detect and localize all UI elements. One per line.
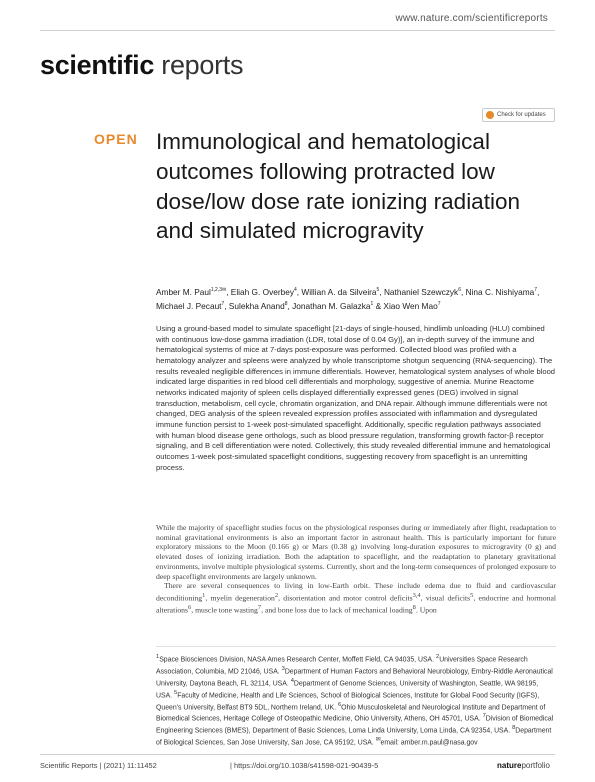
publisher-logo[interactable] — [497, 761, 550, 770]
check-updates-label: Check for updates — [497, 112, 546, 118]
site-url[interactable]: www.nature.com/scientificreports — [395, 13, 548, 24]
publisher-name-light: portfolio — [521, 761, 550, 770]
affiliations: $^1$Space Biosciences Division, NASA Ames Research Center, Moffett Field, CA 94035, USA. $^2$Universities Space Research Association, Columbia, MD 21046, USA. $^3$Department of Human Factors and Behavioral Neurobiology, Embry-Riddle Aeronautical University, Daytona Beach, FL 32114, USA. $^4$Department of Genome Sciences, University of Washington, Seattle, WA 98195, USA. $^5$Faculty of Medicine, Health and Life Sciences, School of Biological Sciences, Institute for Global Food Security (IGFS), Queen's University, Belfast BT9 5DL, Northern Ireland, UK. $^6$Ohio Musculoskeletal and Neurological Institute and Department of Biomedical Sciences, Heritage College of Osteopathic Medicine, Ohio University, Athens, OH 45701, USA. $^7$Division of Biomedical Engineering Sciences (BMES), Department of Basic Sciences, Loma Linda University, Loma Linda, CA 92354, USA. $^8$Department of Biological Sciences, San Jose University, San Jose, CA 95192, USA. ✉email: amber.m.paul@nasa.gov — [156, 654, 554, 747]
author-list[interactable]: Amber M. Paul$^{1,2,3✉}$, Eliah G. Overbey$^4$, Willian A. da Silveira$^5$, Nathaniel Szewczyk$^6$, Nina C. Nishiyama$^7$, Michael J. Pecaut$^7$, Sulekha Anand$^8$, Jonathan M. Galazka$^1$ & Xiao Wen Mao$^7$ — [156, 286, 540, 311]
header-divider — [40, 30, 555, 31]
footer-journal: Scientific Reports | — [40, 761, 102, 770]
abstract: Using a ground-based model to simulate spaceflight [21-days of single-housed, hindlimb unloading (HLU) combined with continuous low-dose gamma irradiation (LDR, total dose of 0.04 Gy)], an in-depth survey of the immune and hematological systems of mice at 7-days post-exposure was performed. Collected blood was profiled with a hematology analyzer and spleens were analyzed by whole transcriptome shotgun sequencing (RNA-sequencing). The results revealed negligible differences in immune differentials. However, hematological system analyses of whole blood indicated large disparities in red blood cell differentials and morphology, suggestive of anemia. Murine Reactome networks indicated majority of spleen cells displayed differentially expressed genes (DEG) involved in signal transduction, metabolism, cell cycle, chromatin organization, and DNA repair. Although immune differentials were not changed, DEG analysis of the spleen revealed expression profiles associated with inflammation and dysregulated immune function persist to 1-week post-simulated spaceflight. Additionally, specific regulation pathways associated with human blood disease gene orthologs, such as blood pressure regulation, transforming growth factor-β receptor signaling, and B cell differentiation were noted. Collectively, this study revealed differential immune and hematological outcomes 1-week post-simulated spaceflight conditions, suggesting recovery from spaceflight is an unremitting process. — [156, 324, 556, 472]
footer-volume: (2021) 11:11452 — [103, 761, 157, 770]
check-updates-icon — [486, 111, 494, 119]
footer-divider — [40, 754, 555, 755]
check-updates-button[interactable] — [482, 108, 555, 122]
journal-logo[interactable] — [40, 50, 243, 81]
body-text — [156, 523, 556, 615]
affiliations-divider — [156, 646, 556, 647]
open-access-label: OPEN — [94, 131, 138, 147]
journal-name-bold: scientific — [40, 50, 155, 80]
footer-citation — [40, 761, 157, 770]
footer-doi-link[interactable]: | https://doi.org/10.1038/s41598-021-90439-5 — [230, 761, 379, 770]
publisher-name-bold: nature — [497, 761, 522, 770]
journal-name-light: reports — [154, 50, 244, 80]
article-title: Immunological and hematological outcomes following protracted low dose/low dose rate ionizing radiation and simulated microgravity — [156, 129, 520, 244]
body-paragraph-2: There are several consequences to living in low-Earth orbit. These include edema due to fluid and cardiovascular deconditioning$^1$, myelin degeneration$^2$, disorientation and motor control deficits$^{3,4}$, visual deficits$^5$, endocrine and hormonal alterations$^6$, muscle tone wasting$^7$, and bone loss due to lack of mechanical loading$^8$. Upon — [156, 581, 556, 615]
body-paragraph-1: While the majority of spaceflight studies focus on the physiological responses during or immediately after flight, readaptation to nominal gravitational environments is also an important factor in astronaut health. This is particularly important for future exploratory missions to the Moon (0.166 g) or Mars (0.38 g) involving long-duration exposures to microgravity (0 g) and elevated doses of ionizing irradiation. Both the adaptation to spaceflight, and the readaptation to planetary gravitational environments, involve multiple physiological systems. Currently, short and the long-term consequences of prolonged exposure to deep spaceflight environments are largely unknown. — [156, 523, 556, 581]
